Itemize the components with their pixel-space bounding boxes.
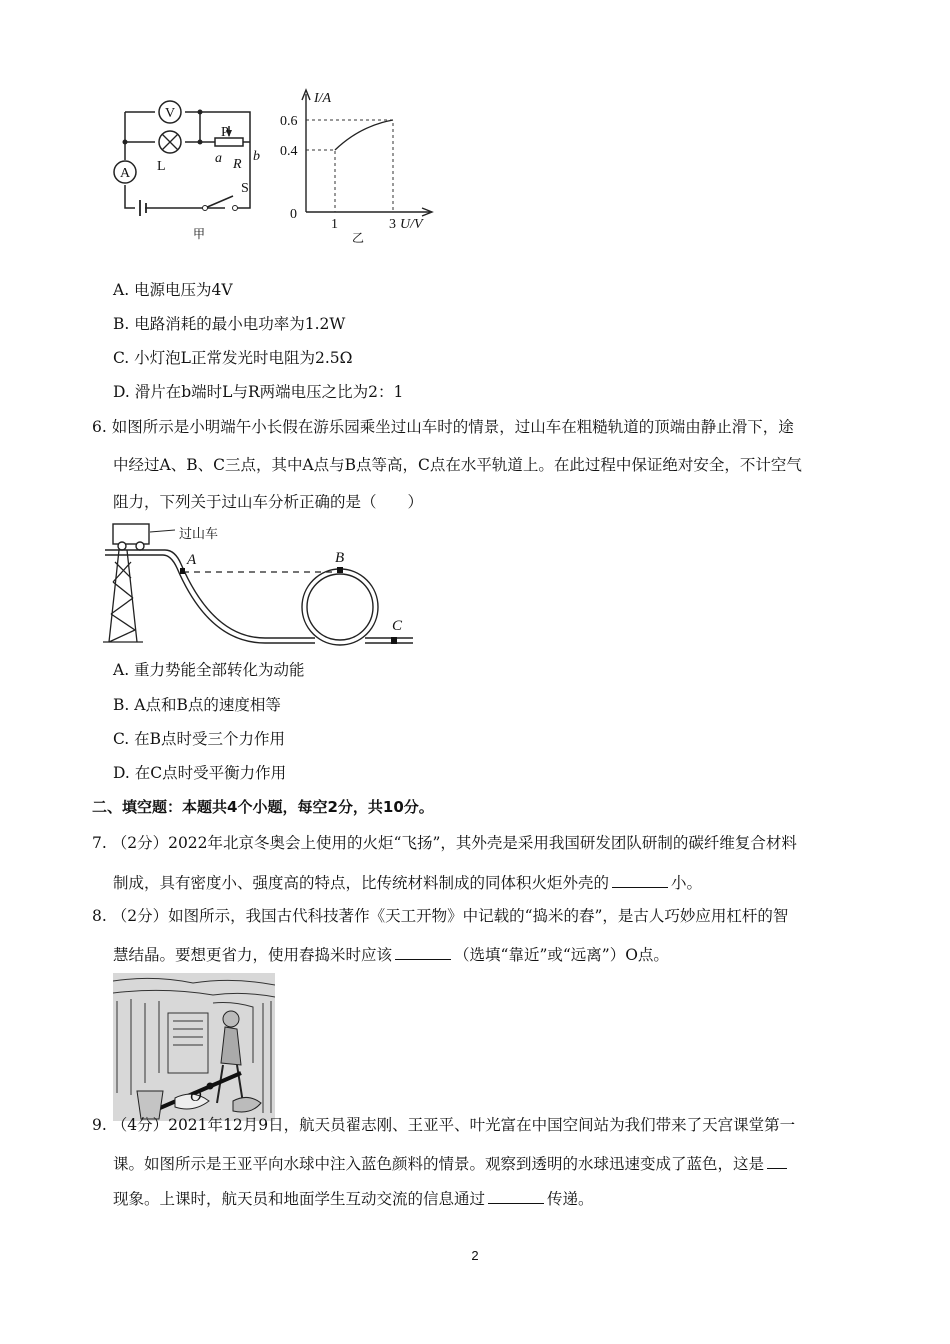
q9-line-1: 9. （4分）2021年12月9日，航天员翟志刚、王亚平、叶光富在中国空间站为我们带来了天宫课堂第一 xyxy=(92,1116,796,1134)
q8-answer-blank[interactable] xyxy=(395,943,451,960)
x-tick-1: 1 xyxy=(331,217,338,232)
q8-line-2-text: 慧结晶。要想更省力，使用舂捣米时应该 xyxy=(113,946,393,964)
fulcrum-point xyxy=(207,1083,214,1090)
q6-option-d: D. 在C点时受平衡力作用 xyxy=(113,764,287,782)
q5-option-d: D. 滑片在b端时L与R两端电压之比为2：1 xyxy=(113,383,404,401)
circuit-diagram xyxy=(105,90,300,240)
q7-answer-blank[interactable] xyxy=(612,871,668,888)
iv-graph xyxy=(280,84,440,244)
y-tick-low: 0.4 xyxy=(280,144,298,159)
q6-stem-line-3: 阻力，下列关于过山车分析正确的是（ ） xyxy=(113,493,424,511)
q9-line-3-text: 现象。上课时，航天员和地面学生互动交流的信息通过 xyxy=(113,1190,486,1208)
q7-line-2 xyxy=(113,871,702,893)
point-a-marker xyxy=(180,568,185,574)
q6-option-b: B. A点和B点的速度相等 xyxy=(113,696,281,714)
q5-option-b: B. 电路消耗的最小电功率为1.2W xyxy=(113,315,346,333)
y-tick-high: 0.6 xyxy=(280,114,298,129)
circuit-caption: 甲 xyxy=(193,227,206,240)
graph-caption: 乙 xyxy=(352,231,365,244)
point-b-marker xyxy=(337,567,343,573)
q6-option-c: C. 在B点时受三个力作用 xyxy=(113,730,286,748)
y-axis-label: I/A xyxy=(314,91,332,106)
end-a-label: a xyxy=(215,151,222,166)
q5-option-c: C. 小灯泡L正常发光时电阻为2.5Ω xyxy=(113,349,353,367)
origin-label: 0 xyxy=(290,207,297,222)
q6-stem-line-2: 中经过A、B、C三点，其中A点与B点等高，C点在水平轨道上。在此过程中保证绝对安全，不计空气 xyxy=(113,456,802,474)
q9-answer-blank-1[interactable] xyxy=(767,1152,787,1169)
q6-option-a: A. 重力势能全部转化为动能 xyxy=(113,661,305,679)
q9-answer-blank-2[interactable] xyxy=(488,1187,544,1204)
q7-line-2-tail: 小。 xyxy=(671,874,703,892)
resistor-label: R xyxy=(233,157,242,172)
q9-line-2 xyxy=(113,1152,790,1174)
point-c-label: C xyxy=(392,618,403,634)
q8-line-2-tail: （选填“靠近”或“远离”）O点。 xyxy=(454,946,669,964)
x-axis-label: U/V xyxy=(400,217,423,232)
q6-stem-line-1: 6. 如图所示是小明端午小长假在游乐园乘坐过山车时的情景，过山车在粗糙轨道的顶端由静止滑下，途 xyxy=(92,418,794,436)
page-number: 2 xyxy=(471,1248,479,1263)
q9-line-3-tail: 传递。 xyxy=(547,1190,594,1208)
x-tick-3: 3 xyxy=(389,217,396,232)
q9-line-2-text: 课。如图所示是王亚平向水球中注入蓝色颜料的情景。观察到透明的水球迅速变成了蓝色，这是 xyxy=(113,1155,765,1173)
q8-line-2 xyxy=(113,943,669,965)
end-b-label: b xyxy=(253,149,260,164)
q5-option-a: A. 电源电压为4V xyxy=(113,281,233,299)
q8-line-1: 8. （2分）如图所示，我国古代科技著作《天工开物》中记载的“捣米的舂”，是古人巧妙应用杠杆的智 xyxy=(92,907,789,925)
mortar-illustration xyxy=(113,973,275,1121)
lamp-label: L xyxy=(157,159,166,174)
switch-label: S xyxy=(241,181,249,196)
voltmeter-label: V xyxy=(165,106,176,121)
point-a-label: A xyxy=(187,552,197,568)
fulcrum-label: O xyxy=(190,1088,202,1105)
q7-line-2-text: 制成，具有密度小、强度高的特点，比传统材料制成的同体积火炬外壳的 xyxy=(113,874,610,892)
iv-curve xyxy=(335,120,393,150)
roller-coaster-figure xyxy=(95,520,415,650)
section-2-heading: 二、填空题：本题共4个小题，每空2分，共10分。 xyxy=(92,798,434,816)
q9-line-3 xyxy=(113,1187,594,1209)
slider-label: P xyxy=(221,125,229,140)
q7-line-1: 7. （2分）2022年北京冬奥会上使用的火炬“飞扬”，其外壳是采用我国研发团队研制的碳纤维复合材料 xyxy=(92,834,797,852)
ammeter-label: A xyxy=(120,166,131,181)
point-c-marker xyxy=(391,637,397,644)
resistor-symbol xyxy=(215,138,243,146)
point-b-label: B xyxy=(335,550,345,566)
coaster-label: 过山车 xyxy=(179,527,219,542)
